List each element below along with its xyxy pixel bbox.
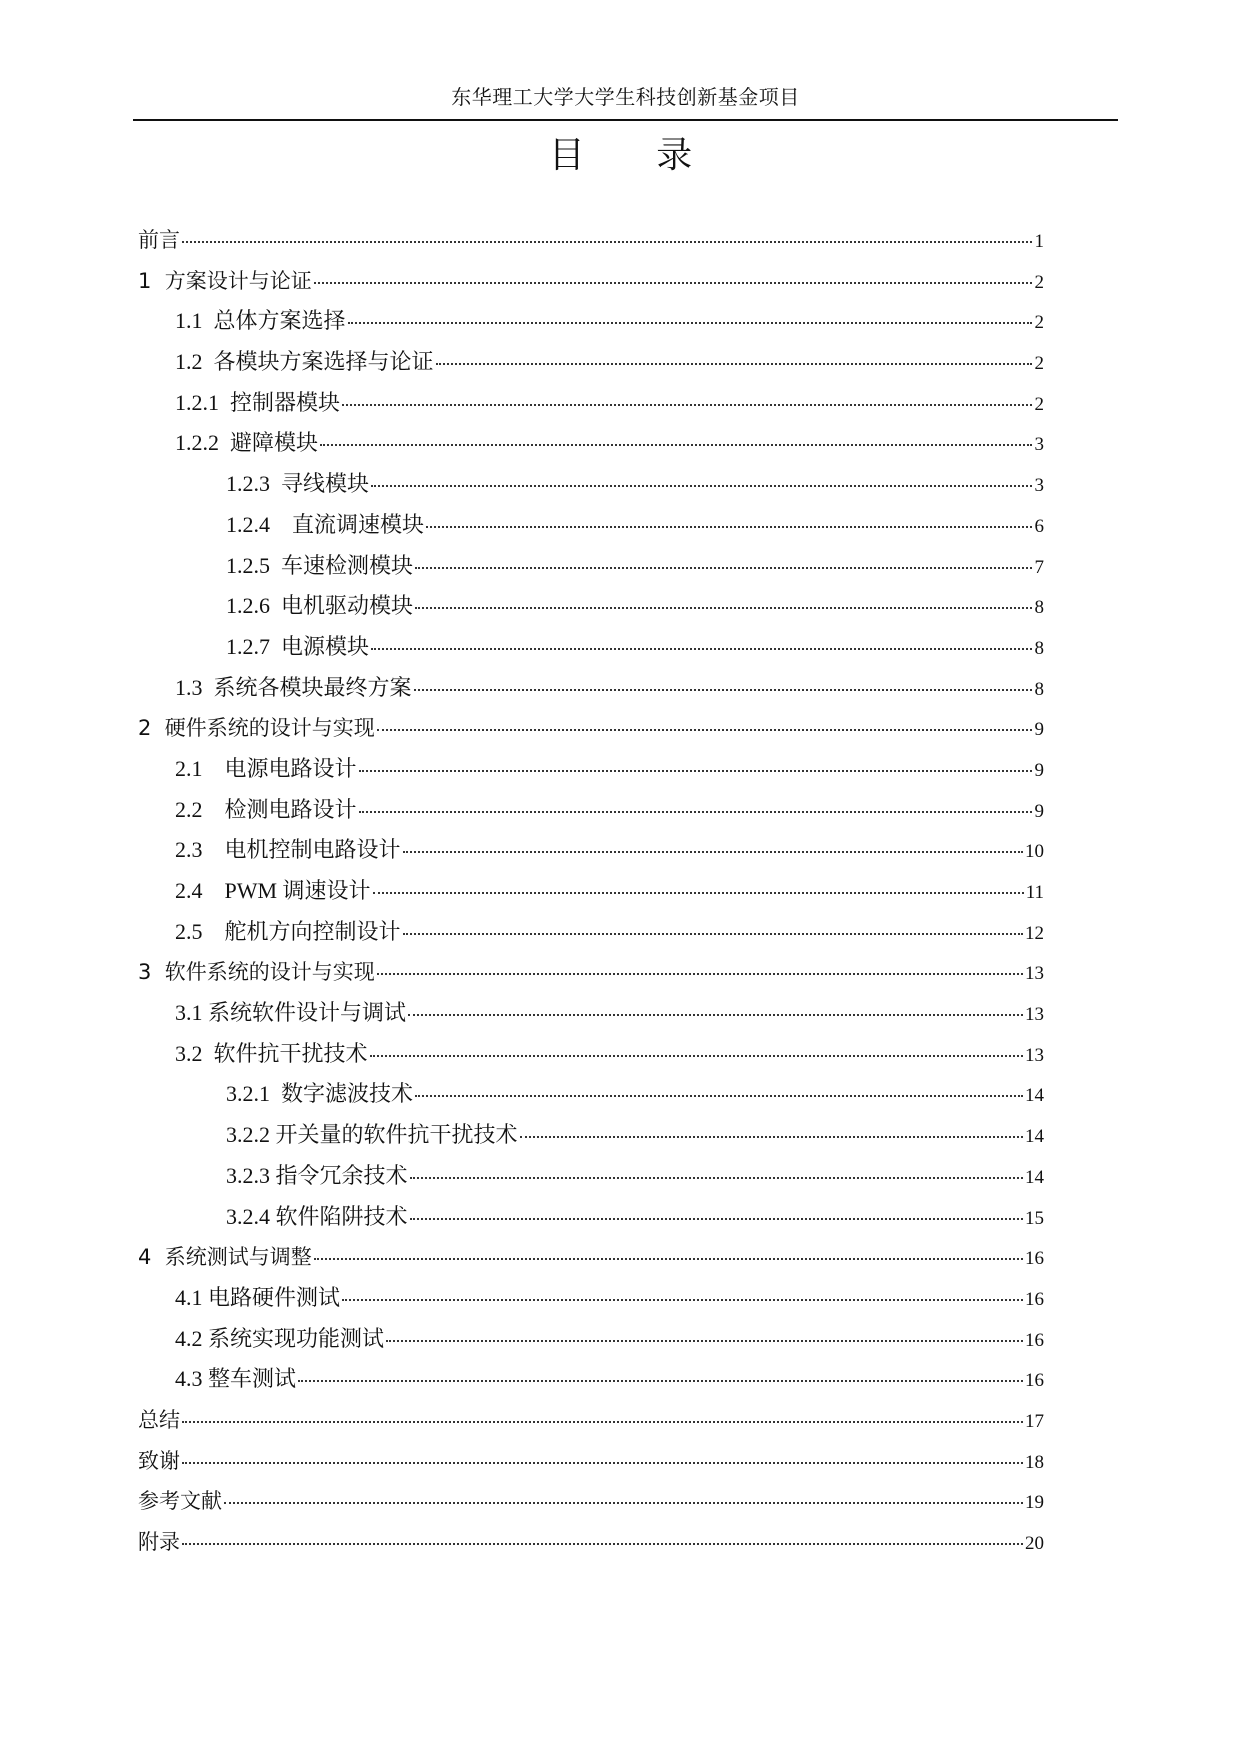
toc-entry[interactable] bbox=[0, 220, 1241, 261]
toc-entry-page-number: 14 bbox=[1025, 1166, 1044, 1188]
toc-dot-leader bbox=[182, 1543, 1023, 1545]
toc-entry[interactable] bbox=[0, 301, 1241, 342]
toc-entry-title: 1.3 系统各模块最终方案 bbox=[175, 674, 412, 700]
toc-dot-leader bbox=[377, 729, 1032, 731]
toc-entry-page-number: 2 bbox=[1034, 353, 1044, 375]
toc-dot-leader bbox=[426, 526, 1032, 528]
toc-entry-title: 1 方案设计与论证 bbox=[138, 268, 312, 293]
toc-entry[interactable] bbox=[0, 546, 1241, 587]
toc-entry-title: 2 硬件系统的设计与实现 bbox=[138, 716, 375, 741]
toc-dot-leader bbox=[414, 689, 1032, 691]
toc-entry[interactable] bbox=[0, 1156, 1241, 1197]
page-title-char-2: 录 bbox=[656, 135, 693, 176]
toc-entry-title: 2.2 检测电路设计 bbox=[175, 796, 357, 822]
page-title-char-1: 目 bbox=[548, 135, 585, 176]
header-divider bbox=[133, 119, 1118, 121]
toc-entry[interactable] bbox=[0, 749, 1241, 790]
toc-entry-title: 3.2.4 软件陷阱技术 bbox=[226, 1203, 408, 1229]
toc-entry-title: 4.2 系统实现功能测试 bbox=[175, 1325, 385, 1351]
toc-entry[interactable] bbox=[0, 1278, 1241, 1319]
toc-dot-leader bbox=[403, 851, 1023, 853]
toc-entry[interactable] bbox=[0, 342, 1241, 383]
toc-entry-page-number: 8 bbox=[1034, 637, 1044, 659]
toc-entry[interactable] bbox=[0, 871, 1241, 912]
toc-dot-leader bbox=[314, 282, 1032, 284]
toc-entry-title: 4 系统测试与调整 bbox=[138, 1245, 312, 1270]
toc-dot-leader bbox=[342, 404, 1032, 406]
toc-entry-title: 1.2.1 控制器模块 bbox=[175, 389, 341, 415]
toc-entry[interactable] bbox=[0, 1359, 1241, 1400]
toc-dot-leader bbox=[298, 1380, 1023, 1382]
toc-dot-leader bbox=[314, 1258, 1023, 1260]
toc-entry-title: 2.4 PWM 调速设计 bbox=[175, 878, 371, 903]
toc-entry-page-number: 9 bbox=[1034, 719, 1044, 741]
toc-entry-page-number: 16 bbox=[1025, 1288, 1044, 1310]
toc-dot-leader bbox=[373, 892, 1024, 894]
toc-entry-title: 3.2.3 指令冗余技术 bbox=[226, 1162, 408, 1188]
toc-dot-leader bbox=[182, 1421, 1023, 1423]
toc-entry-page-number: 11 bbox=[1025, 882, 1044, 903]
toc-dot-leader bbox=[182, 241, 1032, 243]
toc-entry-title: 3 软件系统的设计与实现 bbox=[138, 960, 375, 985]
toc-entry-title: 致谢 bbox=[138, 1448, 180, 1473]
toc-entry-title: 2.5 舵机方向控制设计 bbox=[175, 918, 401, 944]
toc-entry[interactable] bbox=[0, 1237, 1241, 1278]
toc-entry-page-number: 15 bbox=[1025, 1207, 1044, 1229]
toc-entry[interactable] bbox=[0, 1034, 1241, 1075]
toc-dot-leader bbox=[386, 1340, 1023, 1342]
toc-entry-title: 2.1 电源电路设计 bbox=[175, 755, 357, 781]
toc-entry[interactable] bbox=[0, 1441, 1241, 1482]
toc-entry[interactable] bbox=[0, 505, 1241, 546]
toc-dot-leader bbox=[359, 811, 1032, 813]
toc-dot-leader bbox=[359, 770, 1032, 772]
toc-entry-page-number: 12 bbox=[1025, 922, 1044, 944]
toc-entry-page-number: 7 bbox=[1034, 556, 1044, 578]
toc-entry-page-number: 10 bbox=[1025, 841, 1044, 863]
toc-entry-title: 3.2.1 数字滤波技术 bbox=[226, 1081, 414, 1107]
toc-entry[interactable] bbox=[0, 627, 1241, 668]
toc-entry-page-number: 16 bbox=[1025, 1370, 1044, 1392]
toc-dot-leader bbox=[415, 567, 1032, 569]
toc-dot-leader bbox=[410, 1177, 1023, 1179]
toc-dot-leader bbox=[320, 444, 1032, 446]
toc-dot-leader bbox=[520, 1136, 1023, 1138]
toc-entry-page-number: 3 bbox=[1034, 475, 1044, 497]
toc-dot-leader bbox=[224, 1502, 1023, 1504]
toc-dot-leader bbox=[415, 1095, 1023, 1097]
toc-entry[interactable] bbox=[0, 668, 1241, 709]
toc-entry-page-number: 1 bbox=[1034, 231, 1044, 252]
toc-entry-title: 1.2 各模块方案选择与论证 bbox=[175, 349, 434, 375]
toc-entry-page-number: 13 bbox=[1025, 1044, 1044, 1066]
toc-entry[interactable] bbox=[0, 383, 1241, 424]
toc-entry[interactable] bbox=[0, 1197, 1241, 1238]
toc-dot-leader bbox=[415, 607, 1032, 609]
toc-entry-page-number: 18 bbox=[1025, 1451, 1044, 1473]
toc-entry-page-number: 8 bbox=[1034, 678, 1044, 700]
toc-entry-page-number: 19 bbox=[1025, 1492, 1044, 1514]
toc-entry[interactable] bbox=[0, 912, 1241, 953]
toc-entry-page-number: 17 bbox=[1025, 1410, 1044, 1432]
table-of-contents bbox=[0, 220, 1241, 1563]
toc-entry-title: 3.2 软件抗干扰技术 bbox=[175, 1040, 368, 1066]
toc-dot-leader bbox=[371, 485, 1032, 487]
toc-entry-page-number: 2 bbox=[1034, 312, 1044, 334]
toc-dot-leader bbox=[371, 648, 1032, 650]
page-title bbox=[0, 128, 1241, 184]
toc-entry-page-number: 13 bbox=[1025, 963, 1044, 985]
toc-entry-title: 3.2.2 开关量的软件抗干扰技术 bbox=[226, 1122, 518, 1148]
toc-dot-leader bbox=[377, 973, 1023, 975]
toc-entry-page-number: 8 bbox=[1034, 597, 1044, 619]
running-header: 东华理工大学大学生科技创新基金项目 bbox=[451, 87, 800, 109]
toc-entry-page-number: 20 bbox=[1025, 1533, 1044, 1554]
toc-entry-title: 1.2.7 电源模块 bbox=[226, 633, 370, 659]
toc-entry-title: 1.2.3 寻线模块 bbox=[226, 471, 370, 497]
toc-entry-title: 3.1 系统软件设计与调试 bbox=[175, 1000, 407, 1026]
toc-dot-leader bbox=[408, 1014, 1023, 1016]
toc-entry-title: 参考文献 bbox=[138, 1489, 222, 1514]
toc-entry[interactable] bbox=[0, 830, 1241, 871]
toc-entry-page-number: 13 bbox=[1025, 1004, 1044, 1026]
toc-entry[interactable] bbox=[0, 1319, 1241, 1360]
toc-entry[interactable] bbox=[0, 586, 1241, 627]
toc-entry[interactable] bbox=[0, 1115, 1241, 1156]
toc-entry-title: 1.2.4 直流调速模块 bbox=[226, 511, 425, 537]
toc-entry-page-number: 3 bbox=[1034, 434, 1044, 456]
toc-entry[interactable] bbox=[0, 993, 1241, 1034]
toc-entry-page-number: 6 bbox=[1034, 515, 1044, 537]
toc-entry-page-number: 2 bbox=[1034, 271, 1044, 293]
toc-entry-page-number: 9 bbox=[1034, 800, 1044, 822]
toc-dot-leader bbox=[410, 1218, 1023, 1220]
toc-entry-title: 附录 bbox=[138, 1530, 180, 1554]
toc-entry[interactable] bbox=[0, 1400, 1241, 1441]
toc-entry-page-number: 9 bbox=[1034, 759, 1044, 781]
toc-entry-page-number: 2 bbox=[1034, 393, 1044, 415]
toc-entry[interactable] bbox=[0, 790, 1241, 831]
toc-entry[interactable] bbox=[0, 952, 1241, 993]
toc-entry-title: 1.2.2 避障模块 bbox=[175, 430, 319, 456]
toc-entry-title: 1.2.5 车速检测模块 bbox=[226, 552, 414, 578]
toc-dot-leader bbox=[342, 1299, 1023, 1301]
toc-entry-title: 4.1 电路硬件测试 bbox=[175, 1284, 341, 1310]
toc-dot-leader bbox=[436, 363, 1032, 365]
toc-entry-title: 1.2.6 电机驱动模块 bbox=[226, 593, 414, 619]
toc-entry-title: 前言 bbox=[138, 228, 180, 252]
toc-entry[interactable] bbox=[0, 1522, 1241, 1563]
toc-dot-leader bbox=[182, 1462, 1023, 1464]
toc-entry-page-number: 14 bbox=[1025, 1126, 1044, 1148]
toc-dot-leader bbox=[370, 1055, 1023, 1057]
toc-dot-leader bbox=[348, 322, 1032, 324]
toc-entry-title: 2.3 电机控制电路设计 bbox=[175, 837, 401, 863]
toc-entry[interactable] bbox=[0, 464, 1241, 505]
toc-entry-title: 4.3 整车测试 bbox=[175, 1366, 297, 1392]
toc-dot-leader bbox=[403, 933, 1023, 935]
toc-entry-page-number: 16 bbox=[1025, 1329, 1044, 1351]
toc-entry-page-number: 16 bbox=[1025, 1248, 1044, 1270]
toc-entry[interactable] bbox=[0, 261, 1241, 302]
toc-entry-title: 总结 bbox=[138, 1407, 180, 1432]
toc-entry[interactable] bbox=[0, 1481, 1241, 1522]
toc-entry-page-number: 14 bbox=[1025, 1085, 1044, 1107]
toc-entry[interactable] bbox=[0, 1074, 1241, 1115]
toc-entry[interactable] bbox=[0, 708, 1241, 749]
toc-entry-title: 1.1 总体方案选择 bbox=[175, 308, 346, 334]
toc-entry[interactable] bbox=[0, 423, 1241, 464]
